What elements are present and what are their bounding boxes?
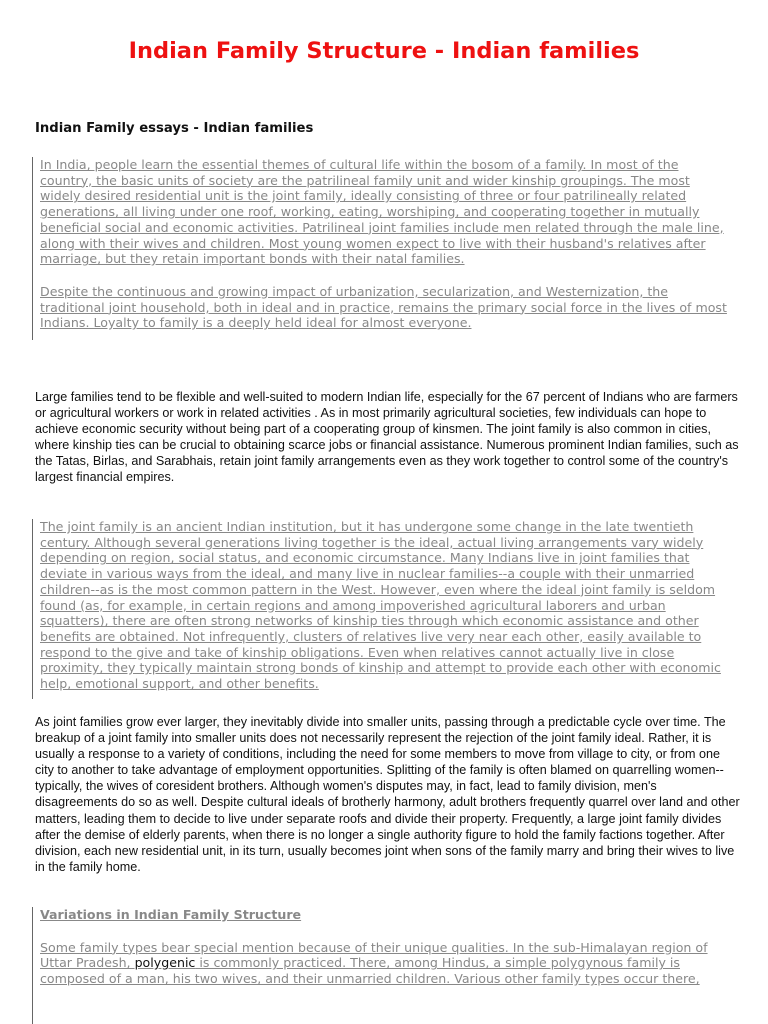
quote-text[interactable]: is commonly practiced. There, among Hindus, a simple polygynous family is composed of a man, his two wives, and their unmarried children. Various other family types occur there, [40, 955, 700, 987]
quote-paragraph[interactable]: The joint family is an ancient Indian institution, but it has undergone some change in the late twentieth century. Although several generations living together is the ideal, actual living arrangements vary widely depending on region, social status, and economic circumstance. Many Indians live in joint families that deviate in various ways from the ideal, and many live in nuclear families--a couple with their unmarried children--as is the most common pattern in the West. However, even where the ideal joint family is seldom found (as, for example, in certain regions and among impoverished agricultural laborers and urban squatters), there are often strong networks of kinship ties through which economic assistance and other benefits are obtained. Not infrequently, clusters of relatives live very near each other, easily available to respond to the give and take of kinship obligations. Even when relatives cannot actually live in close proximity, they typically maintain strong bonds of kinship and attempt to provide each other with economic help, emotional support, and other benefits. [40, 519, 721, 692]
quote-paragraph[interactable]: Despite the continuous and growing impact of urbanization, secularization, and Westernization, the traditional joint household, both in ideal and in practice, remains the primary social force in the lives of most Indians. Loyalty to family is a deeply held ideal for almost everyone. [40, 283, 727, 331]
keyword-polygenic: polygenic [134, 955, 196, 971]
blockquote-variations [32, 907, 733, 1024]
blockquote-family-themes [32, 157, 733, 340]
body-paragraph-family-division: As joint families grow ever larger, they inevitably divide into smaller units, passing through a predictable cycle over time. The breakup of a joint family into smaller units does not necessarily represent the rejection of the joint family ideal. Rather, it is usually a response to a variety of conditions, including the need for some members to move from village to city, or from one city to another to take advantage of employment opportunities. Splitting of the family is often blamed on quarrelling women--typically, the wives of coresident brothers. Although women's disputes may, in fact, lead to family division, men's disagreements do so as well. Despite cultural ideals of brotherly harmony, adult brothers frequently quarrel over land and other matters, leading them to decide to live under separate roofs and divide their property. Frequently, a large joint family divides after the demise of elderly parents, when there is no longer a single authority figure to hold the family factions together. After division, each new residential unit, in its turn, usually becomes joint when sons of the family marry and bring their wives to live in the family home. [35, 715, 740, 874]
section-heading-variations[interactable]: Variations in Indian Family Structure [40, 907, 302, 922]
page-title: Indian Family Structure - Indian families [128, 38, 640, 64]
article-subtitle: Indian Family essays - Indian families [35, 121, 314, 136]
blockquote-joint-family [32, 519, 733, 699]
quote-paragraph[interactable]: In India, people learn the essential themes of cultural life within the bosom of a family. In most of the country, the basic units of society are the patrilineal family unit and wider kinship groupings. The most widely desired residential unit is the joint family, ideally consisting of three or four patrilineally related generations, all living under one roof, working, eating, worshiping, and cooperating together in mutually beneficial social and economic activities. Patrilineal joint families include men related through the male line, along with their wives and children. Most young women expect to live with their husband's relatives after marriage, but they retain important bonds with their natal families. [40, 157, 724, 267]
body-paragraph-large-families: Large families tend to be flexible and well-suited to modern Indian life, especially for the 67 percent of Indians who are farmers or agricultural workers or work in related activities . As in most primarily agricultural societies, few individuals can hope to achieve economic security without being part of a cooperating group of kinsmen. The joint family is also common in cities, where kinship ties can be crucial to obtaining scarce jobs or financial assistance. Numerous prominent Indian families, such as the Tatas, Birlas, and Sarabhais, retain joint family arrangements even as they work together to control some of the country's largest financial empires. [35, 390, 739, 485]
quote-text[interactable]: Some family types bear special mention because of their unique qualities. In the sub-Himalayan region of Uttar Pradesh, [40, 939, 708, 971]
quote-paragraph[interactable] [33, 940, 733, 987]
